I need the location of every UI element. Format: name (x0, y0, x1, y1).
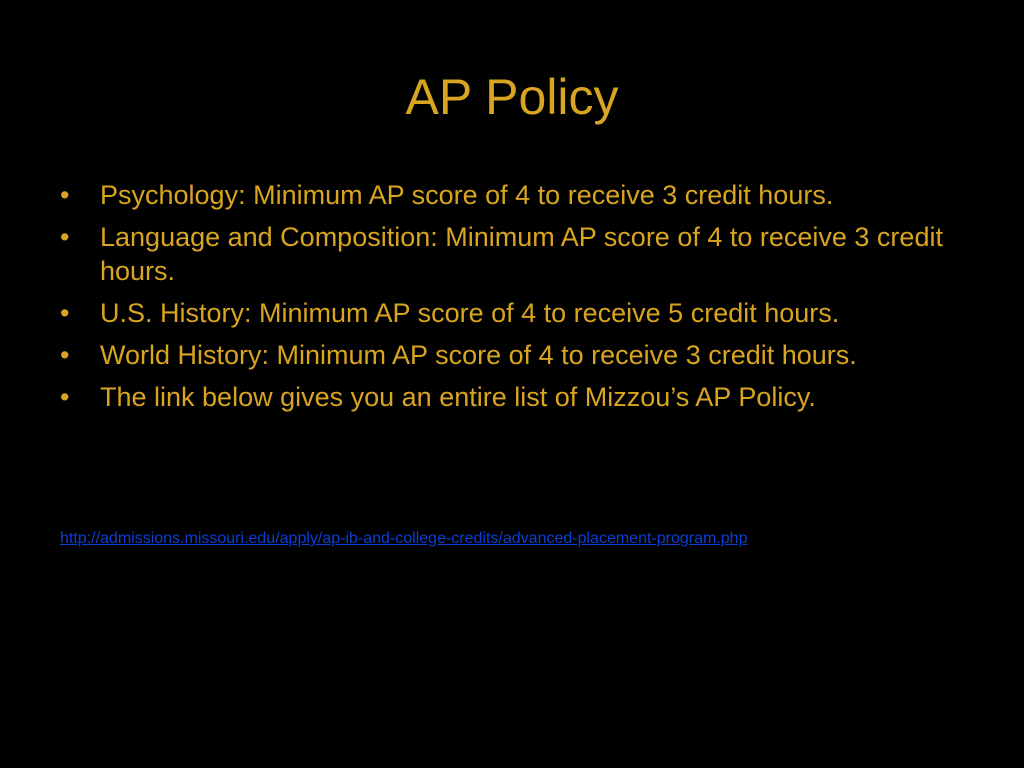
bullet-dot-icon: • (60, 340, 70, 370)
bullet-dot-icon: • (60, 180, 70, 210)
bullet-item-world-history (58, 338, 958, 372)
bullet-item-us-history (58, 296, 958, 330)
bullet-list (58, 178, 958, 422)
bullet-dot-icon: • (60, 222, 70, 252)
bullet-text: U.S. History: Minimum AP score of 4 to receive 5 credit hours. (100, 298, 840, 328)
bullet-text: The link below gives you an entire list of Mizzou’s AP Policy. (100, 382, 816, 412)
slide-title: AP Policy (405, 69, 619, 125)
bullet-item-psychology (58, 178, 958, 212)
bullet-dot-icon: • (60, 298, 70, 328)
bullet-item-language-composition (58, 220, 958, 288)
bullet-text: Psychology: Minimum AP score of 4 to receive 3 credit hours. (100, 180, 834, 210)
bullet-item-link-note (58, 380, 958, 414)
ap-policy-link[interactable]: http://admissions.missouri.edu/apply/ap-ib-and-college-credits/advanced-placement-program.php (60, 530, 748, 547)
bullet-text: Language and Composition: Minimum AP score of 4 to receive 3 credit hours. (100, 222, 943, 286)
bullet-text: World History: Minimum AP score of 4 to receive 3 credit hours. (100, 340, 857, 370)
bullet-dot-icon: • (60, 382, 70, 412)
